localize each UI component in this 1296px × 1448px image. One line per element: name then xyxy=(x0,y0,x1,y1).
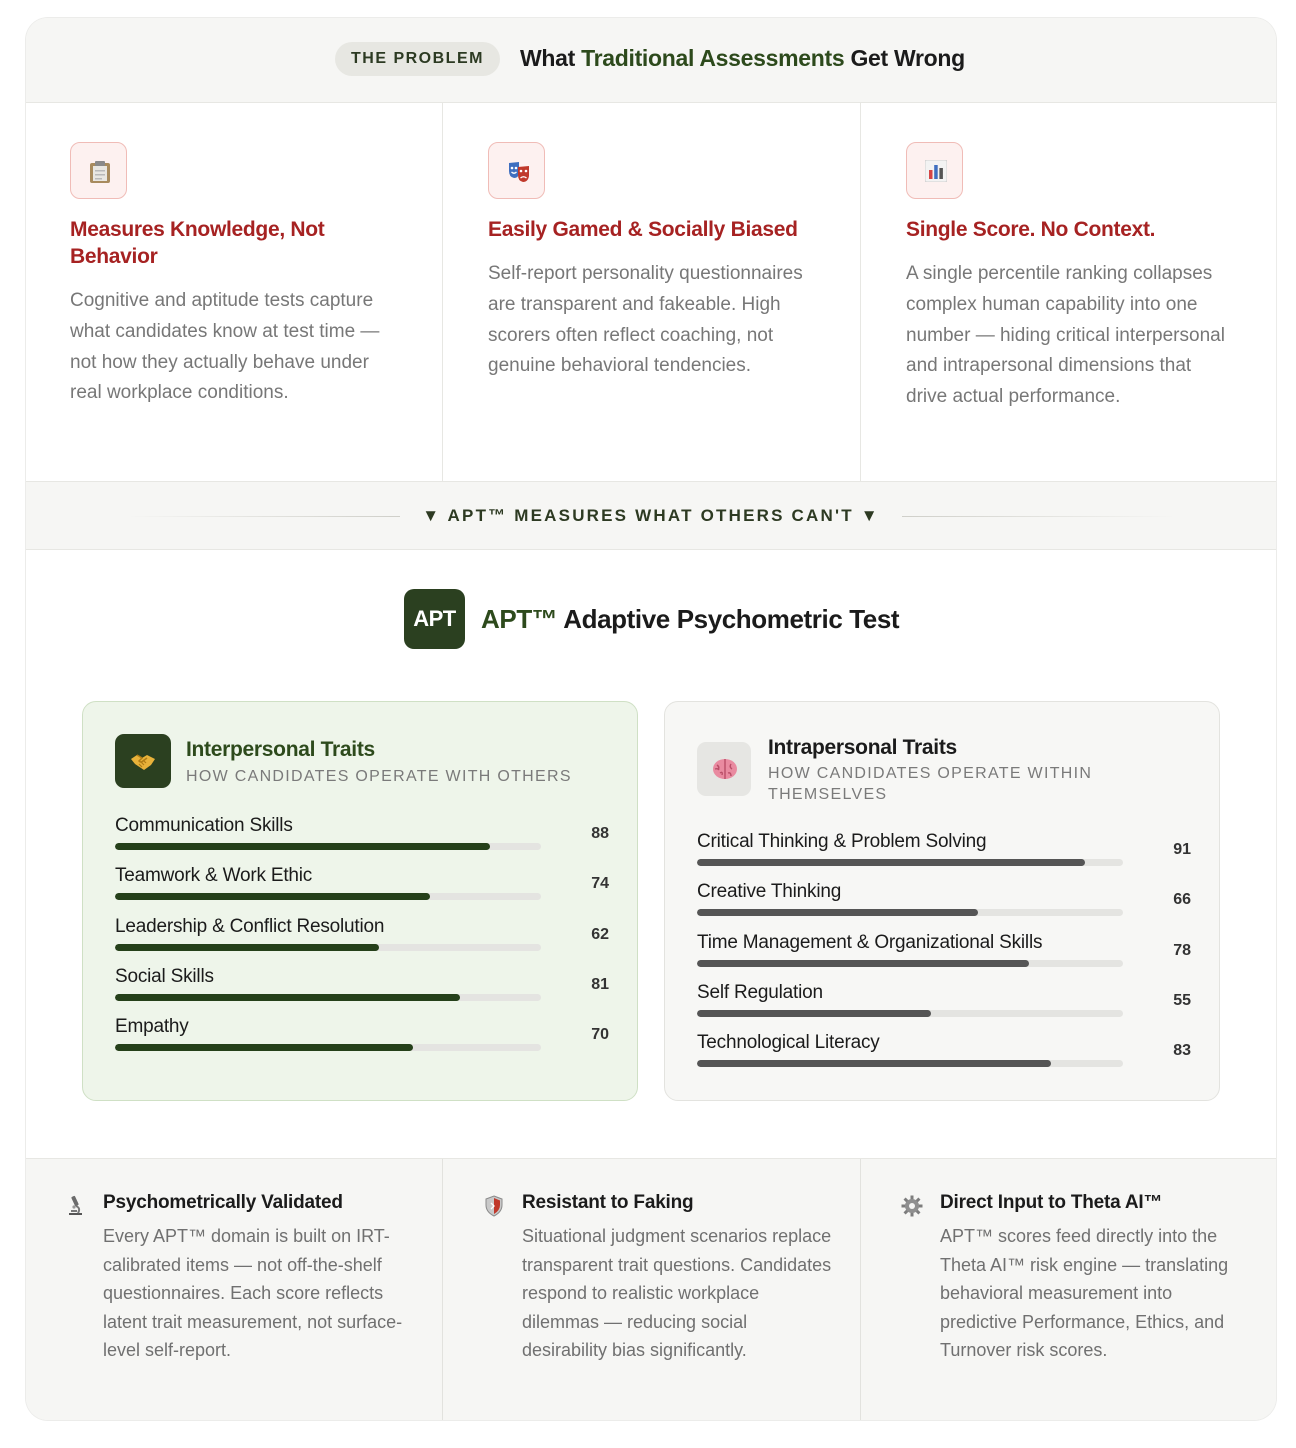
panel-subtitle: HOW CANDIDATES OPERATE WITHIN THEMSELVES xyxy=(768,765,1093,803)
apt-logo: APT xyxy=(404,589,465,649)
trait-value: 81 xyxy=(591,975,609,993)
trait-bar-track xyxy=(697,960,1123,967)
panel-title: Interpersonal Traits xyxy=(186,738,375,761)
trait-list xyxy=(697,831,1191,1082)
problem-text: Self-report personality questionnaires are transparent and fakeable. High scorers often reflect coaching, not genuine behavioral tendencies. xyxy=(488,263,803,377)
trait-bar-track xyxy=(115,843,541,850)
trait-bar-track xyxy=(697,1060,1123,1067)
trait-row xyxy=(697,831,1191,881)
divider-line-right xyxy=(902,516,1176,517)
feature-text: APT™ scores feed directly into the Theta AI™ risk engine — translating behavioral measurement into predictive Performance, Ethics, and Turnover risk scores. xyxy=(940,1226,1229,1361)
panel-title: Intrapersonal Traits xyxy=(768,736,957,759)
section-title xyxy=(520,45,965,72)
trait-name: Teamwork & Work Ethic xyxy=(115,865,313,887)
problem-card-gamed xyxy=(442,103,860,481)
problem-pill: THE PROBLEM xyxy=(335,42,500,76)
trait-value: 55 xyxy=(1173,991,1191,1009)
trait-bar-track xyxy=(115,1044,541,1051)
trait-value: 91 xyxy=(1173,841,1191,858)
problem-text: Cognitive and aptitude tests capture what candidates know at test time — not how they actually behave under real workplace conditions. xyxy=(70,290,380,404)
trait-row xyxy=(115,1016,609,1066)
problem-card-single-score xyxy=(860,103,1276,481)
trait-value: 78 xyxy=(1173,941,1191,959)
trait-name: Leadership & Conflict Resolution xyxy=(115,915,385,937)
trait-name: Social Skills xyxy=(115,965,214,987)
interpersonal-panel xyxy=(82,701,638,1101)
trait-bar-track xyxy=(697,859,1123,866)
trait-name: Communication Skills xyxy=(115,815,293,836)
trait-bar-track xyxy=(115,944,541,951)
feature-text: Situational judgment scenarios replace transparent trait questions. Candidates respond to realistic workplace dilemmas — reducing social desirability bias significantly. xyxy=(522,1226,832,1361)
trait-bar-fill xyxy=(697,1060,1051,1067)
trait-value: 66 xyxy=(1173,891,1191,909)
trait-name: Empathy xyxy=(115,1016,189,1038)
trait-row xyxy=(115,815,609,865)
section-divider xyxy=(26,481,1276,550)
trait-name: Technological Literacy xyxy=(697,1032,880,1054)
trait-bar-track xyxy=(697,909,1123,916)
apt-title-rest: Adaptive Psychometric Test xyxy=(557,604,900,634)
feature-title: Resistant to Faking xyxy=(522,1192,694,1213)
panel-subtitle: HOW CANDIDATES OPERATE WITH OTHERS xyxy=(186,768,572,785)
gear-icon xyxy=(901,1195,923,1217)
trait-bar-fill xyxy=(697,1010,931,1017)
trait-name: Time Management & Organizational Skills xyxy=(697,931,1043,953)
handshake-icon xyxy=(115,734,171,788)
section-header xyxy=(26,18,1276,103)
trait-bar-fill xyxy=(115,893,430,900)
problems-row xyxy=(26,103,1276,481)
problem-title: Easily Gamed & Socially Biased xyxy=(488,218,798,241)
problem-text: A single percentile ranking collapses complex human capability into one number — hiding critical interpersonal and intrapersonal dimensions that drive actual performance. xyxy=(906,263,1225,408)
feature-faking xyxy=(442,1159,860,1420)
trait-bar-fill xyxy=(115,1044,413,1051)
trait-bar-fill xyxy=(115,944,379,951)
features-row xyxy=(26,1158,1276,1420)
intrapersonal-panel xyxy=(664,701,1220,1101)
title-post: Get Wrong xyxy=(844,45,965,71)
feature-validated xyxy=(26,1159,442,1420)
apt-title-highlight: APT™ xyxy=(481,604,558,634)
trait-bar-fill xyxy=(697,859,1085,866)
trait-value: 74 xyxy=(591,875,609,893)
trait-bar-fill xyxy=(697,909,978,916)
trait-bar-track xyxy=(115,994,541,1001)
trait-row xyxy=(115,966,609,1016)
trait-name: Creative Thinking xyxy=(697,881,842,903)
trait-row xyxy=(697,982,1191,1032)
brain-icon xyxy=(697,742,751,796)
problem-title: Single Score. No Context. xyxy=(906,218,1156,241)
trait-row xyxy=(115,865,609,915)
trait-row xyxy=(697,932,1191,982)
trait-row xyxy=(115,916,609,966)
feature-title: Psychometrically Validated xyxy=(103,1192,343,1213)
divider-text: ▼ APT™ MEASURES WHAT OTHERS CAN'T ▼ xyxy=(422,506,880,525)
bar-chart-icon xyxy=(906,142,963,199)
trait-row xyxy=(697,881,1191,931)
feature-theta xyxy=(860,1159,1276,1420)
divider-line-left xyxy=(126,516,400,517)
trait-value: 70 xyxy=(591,1026,609,1044)
theater-masks-icon xyxy=(488,142,545,199)
clipboard-icon xyxy=(70,142,127,199)
problem-card xyxy=(26,18,1276,1420)
trait-value: 62 xyxy=(591,925,609,943)
trait-value: 88 xyxy=(591,825,609,842)
trait-name: Self Regulation xyxy=(697,981,823,1003)
title-highlight: Traditional Assessments xyxy=(581,45,845,71)
trait-bar-fill xyxy=(115,843,490,850)
trait-name: Critical Thinking & Problem Solving xyxy=(697,831,987,852)
shield-icon xyxy=(483,1195,505,1217)
trait-row xyxy=(697,1032,1191,1082)
trait-bar-fill xyxy=(115,994,460,1001)
trait-list xyxy=(115,815,609,1066)
trait-bar-track xyxy=(697,1010,1123,1017)
microscope-icon xyxy=(64,1195,86,1217)
trait-value: 83 xyxy=(1173,1042,1191,1060)
title-pre: What xyxy=(520,45,582,71)
feature-title: Direct Input to Theta AI™ xyxy=(940,1192,1163,1213)
problem-card-knowledge xyxy=(26,103,442,481)
problem-title: Measures Knowledge, Not Behavior xyxy=(70,218,325,268)
feature-text: Every APT™ domain is built on IRT-calibrated items — not off-the-shelf questionnaires. Each score reflects latent trait measurement, not surface-level self-report. xyxy=(103,1226,403,1361)
trait-bar-fill xyxy=(697,960,1029,967)
apt-title xyxy=(481,604,899,635)
trait-bar-track xyxy=(115,893,541,900)
